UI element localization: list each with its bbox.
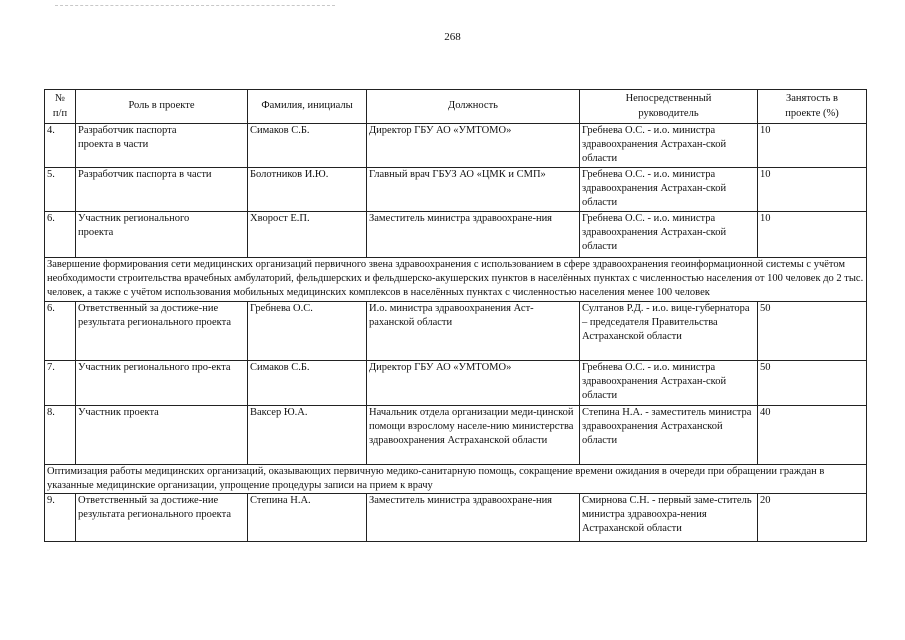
row-role: Разработчик паспорта в части [76,168,248,212]
table-row [45,124,867,168]
row-num: 8. [45,405,76,464]
row-role [76,124,248,168]
row-num: 9. [45,493,76,541]
header-load-text: Занятость в проекте (%) [785,93,839,119]
table-header-row [45,90,867,124]
header-num [45,90,76,124]
section-row [45,258,867,302]
row-name: Гребнева О.С. [248,301,367,360]
table-row [45,168,867,212]
row-role: Ответственный за достиже-ние результата регионального проекта [76,493,248,541]
row-role: Ответственный за достиже-ние результата регионального проекта [76,301,248,360]
row-num: 6. [45,301,76,360]
row-supervisor: Гребнева О.С. - и.о. министра здравоохранения Астрахан-ской области [580,212,758,258]
row-num: 6. [45,212,76,258]
row-load: 20 [758,493,867,541]
row-position: Заместитель министра здравоохране-ния [367,212,580,258]
row-num: 5. [45,168,76,212]
row-role [76,212,248,258]
page-number: 268 [444,31,461,43]
header-num-text: № п/п [52,93,68,119]
row-name: Степина Н.А. [248,493,367,541]
row-name: Ваксер Ю.А. [248,405,367,464]
row-name: Болотников И.Ю. [248,168,367,212]
header-position: Должность [367,90,580,124]
row-load: 50 [758,360,867,405]
row-supervisor: Смирнова С.Н. - первый заме-ститель министра здравоохра-нения Астраханской области [580,493,758,541]
row-supervisor: Гребнева О.С. - и.о. министра здравоохранения Астрахан-ской области [580,168,758,212]
header-load [758,90,867,124]
row-load: 10 [758,212,867,258]
header-supervisor [580,90,758,124]
row-supervisor: Степина Н.А. - заместитель министра здравоохранения Астраханской области [580,405,758,464]
row-supervisor: Гребнева О.С. - и.о. министра здравоохранения Астрахан-ской области [580,360,758,405]
row-num: 7. [45,360,76,405]
table-row [45,405,867,464]
row-load: 10 [758,168,867,212]
row-supervisor: Султанов Р.Д. - и.о. вице-губернатора – председателя Правительства Астраханской области [580,301,758,360]
table-row [45,301,867,360]
section-heading: Оптимизация работы медицинских организаций, оказывающих первичную медико-санитарную помощь, сокращение времени ожидания в очереди при обращении граждан в указанные медицинские организации, упрощение процедуры записи на прием к врачу [45,464,867,493]
row-role: Участник проекта [76,405,248,464]
row-supervisor: Гребнева О.С. - и.о. министра здравоохранения Астрахан-ской области [580,124,758,168]
row-role-text: Разработчик паспорта проекта в части [78,125,177,151]
row-role: Участник регионального про-екта [76,360,248,405]
row-position: Главный врач ГБУЗ АО «ЦМК и СМП» [367,168,580,212]
header-role: Роль в проекте [76,90,248,124]
row-name: Симаков С.Б. [248,124,367,168]
row-name: Симаков С.Б. [248,360,367,405]
table-row [45,212,867,258]
header-supervisor-text: Непосредственный руководитель [625,93,712,119]
scan-artifact-line [55,5,335,7]
row-role-text: Участник регионального проекта [78,213,190,239]
project-team-table [44,89,867,542]
row-num: 4. [45,124,76,168]
row-load: 50 [758,301,867,360]
row-load: 40 [758,405,867,464]
row-position: Заместитель министра здравоохране-ния [367,493,580,541]
row-position: И.о. министра здравоохранения Аст-раханской области [367,301,580,360]
row-position: Начальник отдела организации меди-цинской помощи взрослому населе-нию министерства здравоохранения Астраханской области [367,405,580,464]
row-position: Директор ГБУ АО «УМТОМО» [367,124,580,168]
row-position: Директор ГБУ АО «УМТОМО» [367,360,580,405]
section-heading: Завершение формирования сети медицинских организаций первичного звена здравоохранения с использованием в сфере здравоохранения геоинформационной системы с учётом необходимости строительства врачебных амбулаторий, фельдшерских и фельдшерско-акушерских пунктов в населённых пунктах с численностью населения от 100 человек до 2 тыс. человек, а также с учётом использования мобильных медицинских комплексов в населённых пунктах с численностью населения менее 100 человек [45,258,867,302]
row-load: 10 [758,124,867,168]
table-row [45,493,867,541]
header-name: Фамилия, инициалы [248,90,367,124]
section-row [45,464,867,493]
row-name: Хворост Е.П. [248,212,367,258]
table-row [45,360,867,405]
